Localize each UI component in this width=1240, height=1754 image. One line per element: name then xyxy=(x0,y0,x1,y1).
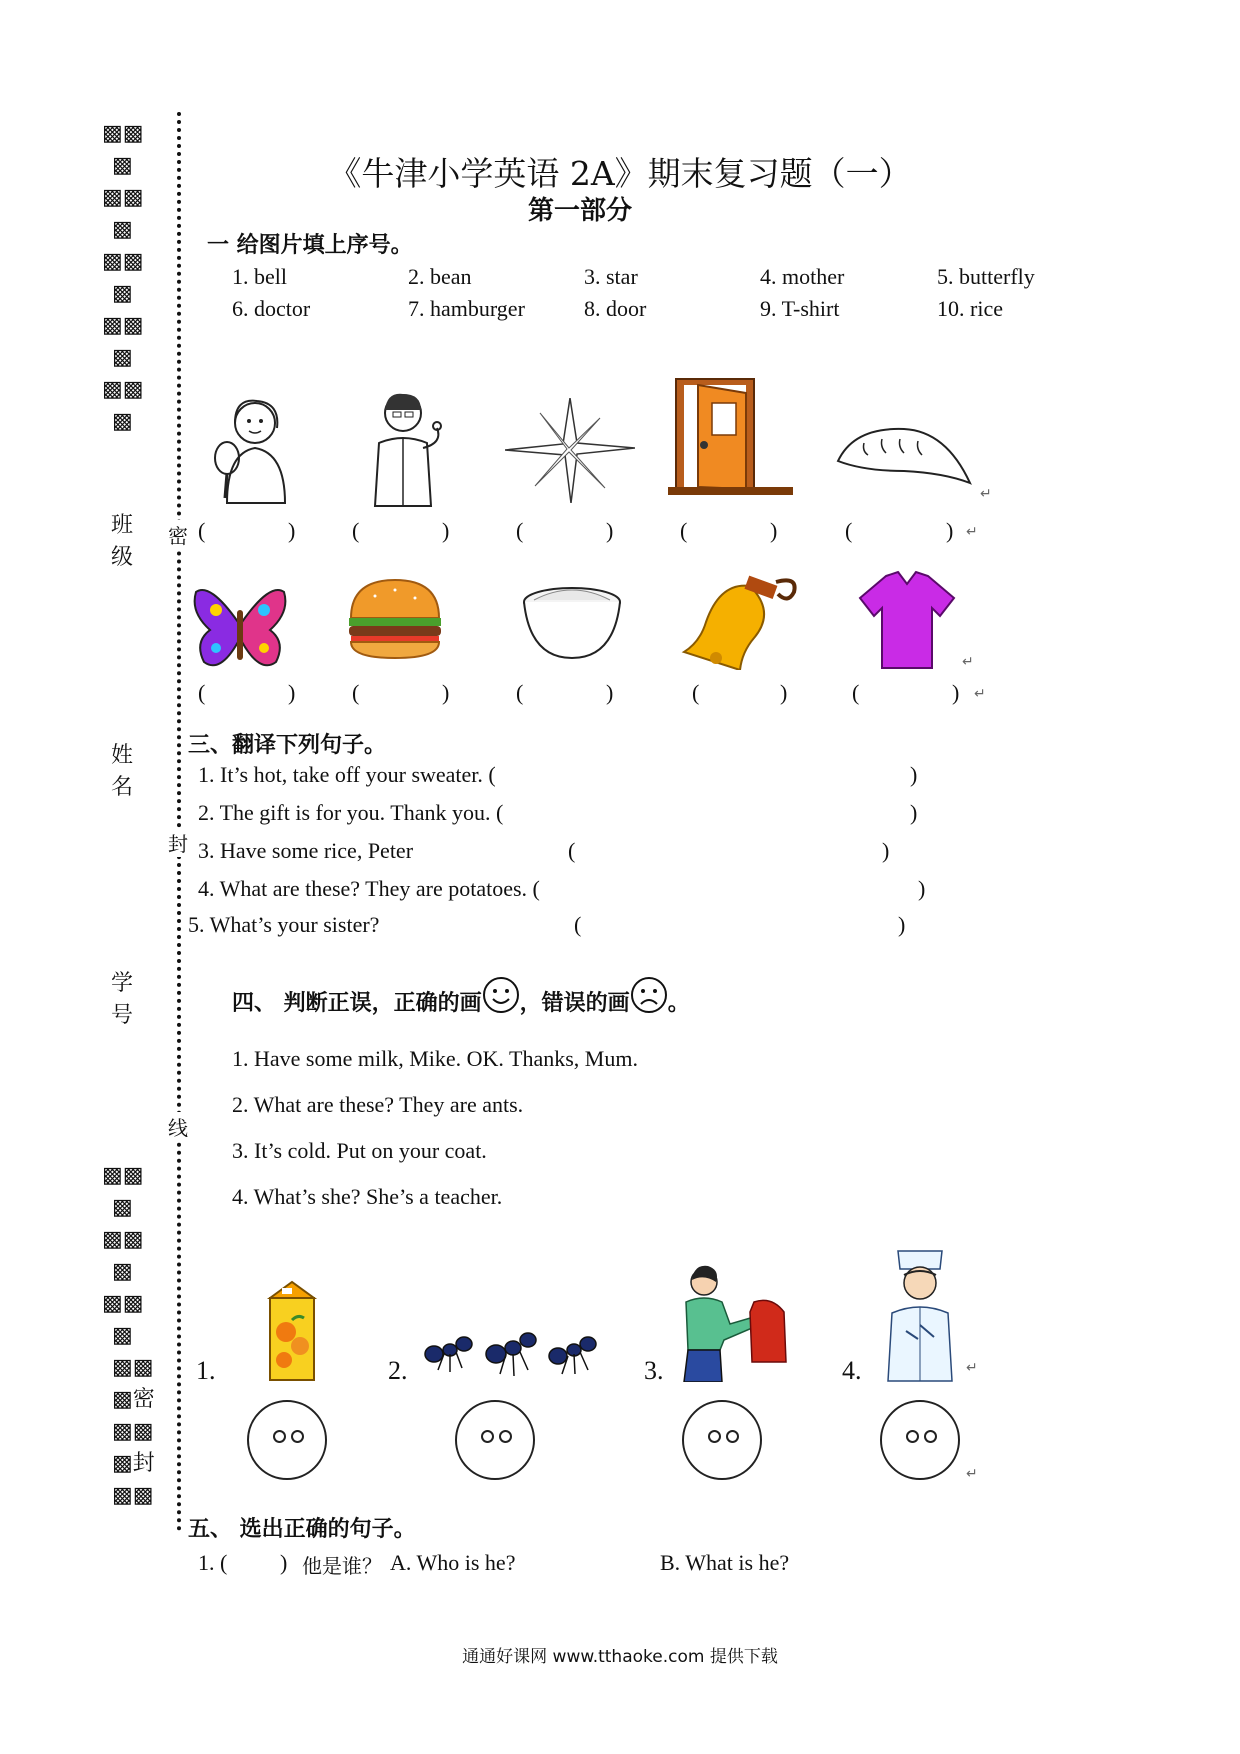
translate-sentence: 5. What’s your sister? xyxy=(188,912,380,937)
class-label-char: 班 xyxy=(110,513,133,538)
woman-coat-icon xyxy=(674,1262,790,1382)
answer-face[interactable] xyxy=(455,1400,535,1480)
student-number-label xyxy=(110,968,134,1032)
return-mark: ↵ xyxy=(980,486,992,502)
return-mark: ↵ xyxy=(962,654,974,670)
face-eye xyxy=(906,1430,919,1443)
section1-heading: 一 给图片填上序号。 xyxy=(207,233,413,258)
return-mark: ↵ xyxy=(966,1360,978,1376)
answer-paren-close: ) xyxy=(882,838,890,863)
name-label-char: 名 xyxy=(110,775,133,800)
garbled-row: ▩ xyxy=(112,345,133,370)
answer-face[interactable] xyxy=(880,1400,960,1480)
garbled-row: ▩▩ xyxy=(102,313,144,338)
answer-paren-open[interactable]: ( xyxy=(574,912,582,937)
answer-paren-open[interactable]: ( xyxy=(568,838,576,863)
garbled-row: ▩ xyxy=(112,409,133,434)
word-item: 4. mother xyxy=(760,264,845,289)
choice-option-b[interactable]: B. What is he? xyxy=(660,1550,790,1575)
section4-heading-text: 四、 判断正误，正确的画 xyxy=(232,991,482,1016)
section4-heading-text: 。 xyxy=(667,991,690,1016)
footer-source: 通通好课网 www.tthaoke.com 提供下载 xyxy=(462,1647,778,1667)
bean-icon xyxy=(834,423,974,488)
word-item: 8. door xyxy=(584,296,647,321)
bell-icon xyxy=(680,572,800,670)
face-eye xyxy=(708,1430,721,1443)
star-icon xyxy=(505,398,635,503)
sad-face-icon xyxy=(630,976,668,1014)
hamburger-icon xyxy=(345,578,445,660)
answer-paren-close: ) xyxy=(910,762,918,787)
judge-sentence: 2. What are these? They are ants. xyxy=(232,1092,524,1117)
choice-paren-close: ) xyxy=(280,1550,288,1575)
word-item: 9. T-shirt xyxy=(760,296,840,321)
answer-paren-close: ) xyxy=(770,518,778,543)
word-item: 5. butterfly xyxy=(937,264,1035,289)
butterfly-icon xyxy=(190,582,290,674)
answer-paren-close: ) xyxy=(910,800,918,825)
answer-paren-close: ) xyxy=(288,680,296,705)
return-mark: ↵ xyxy=(974,686,986,702)
smile-face-icon xyxy=(482,976,520,1014)
garbled-row: ▩ xyxy=(112,1259,133,1284)
door-icon xyxy=(668,375,793,497)
garbled-row: ▩▩ xyxy=(112,1419,154,1444)
word-item: 2. bean xyxy=(408,264,472,289)
choice-question-number[interactable]: 1. ( xyxy=(198,1550,228,1575)
answer-face[interactable] xyxy=(247,1400,327,1480)
garbled-row: ▩ xyxy=(112,153,133,178)
garbled-row: ▩ xyxy=(112,1323,133,1348)
garbled-row: ▩▩ xyxy=(112,1483,154,1508)
word-item: 10. rice xyxy=(937,296,1003,321)
section5-heading: 五、 选出正确的句子。 xyxy=(188,1517,416,1542)
garbled-margin-bottom xyxy=(102,1160,155,1512)
answer-paren-close: ) xyxy=(918,876,926,901)
section4-heading xyxy=(232,986,690,1017)
answer-paren-open[interactable]: ( xyxy=(198,680,206,705)
garbled-row: ▩封 xyxy=(112,1451,155,1476)
picture-number: 2. xyxy=(388,1356,408,1385)
answer-paren-open[interactable]: ( xyxy=(352,518,360,543)
answer-paren-open[interactable]: ( xyxy=(852,680,860,705)
answer-paren-open[interactable]: ( xyxy=(692,680,700,705)
garbled-row: ▩▩ xyxy=(102,1163,144,1188)
face-eye xyxy=(499,1430,512,1443)
garbled-row: ▩▩ xyxy=(102,121,144,146)
seal-char-xian: 线 xyxy=(168,1112,188,1141)
garbled-row: ▩▩ xyxy=(102,377,144,402)
translate-sentence: 4. What are these? They are potatoes. ( xyxy=(198,876,540,901)
class-label xyxy=(110,510,134,574)
ants-icon xyxy=(420,1324,602,1382)
garbled-row: ▩ xyxy=(112,281,133,306)
answer-paren-open[interactable]: ( xyxy=(516,680,524,705)
word-item: 7. hamburger xyxy=(408,296,525,321)
garbled-row: ▩▩ xyxy=(102,1291,144,1316)
tshirt-icon xyxy=(858,568,956,670)
answer-paren-close: ) xyxy=(288,518,296,543)
translate-sentence: 3. Have some rice, Peter xyxy=(198,838,414,863)
translate-sentence: 2. The gift is for you. Thank you. ( xyxy=(198,800,504,825)
garbled-row: ▩▩ xyxy=(102,249,144,274)
name-label xyxy=(110,740,134,804)
judge-sentence: 3. It’s cold. Put on your coat. xyxy=(232,1138,487,1163)
mother-icon xyxy=(205,393,305,508)
name-label-char: 姓 xyxy=(110,743,133,768)
answer-paren-open[interactable]: ( xyxy=(680,518,688,543)
picture-number: 3. xyxy=(644,1356,664,1385)
seal-char-feng: 封 xyxy=(168,828,188,857)
student-number-char: 学 xyxy=(110,971,133,996)
answer-face[interactable] xyxy=(682,1400,762,1480)
translate-sentence: 1. It’s hot, take off your sweater. ( xyxy=(198,762,496,787)
garbled-row: ▩▩ xyxy=(112,1355,154,1380)
answer-paren-close: ) xyxy=(442,518,450,543)
garbled-row: ▩ xyxy=(112,1195,133,1220)
picture-number: 4. xyxy=(842,1356,862,1385)
choice-question-chinese: 他是谁？ xyxy=(302,1554,382,1578)
answer-paren-close: ) xyxy=(898,912,906,937)
judge-sentence: 4. What’s she? She’s a teacher. xyxy=(232,1184,503,1209)
doctor-icon xyxy=(365,388,445,508)
section4-heading-text: ，错误的画 xyxy=(519,991,630,1016)
answer-paren-close: ) xyxy=(952,680,960,705)
garbled-row: ▩ xyxy=(112,217,133,242)
answer-paren-open[interactable]: ( xyxy=(198,518,206,543)
picture-number: 1. xyxy=(196,1356,216,1385)
garbled-row: ▩密 xyxy=(112,1387,155,1412)
face-eye xyxy=(481,1430,494,1443)
answer-paren-close: ) xyxy=(606,518,614,543)
nurse-icon xyxy=(880,1245,960,1383)
answer-paren-open[interactable]: ( xyxy=(516,518,524,543)
face-eye xyxy=(924,1430,937,1443)
class-label-char: 级 xyxy=(110,545,133,570)
page-title: 《牛津小学英语 2A》期末复习题（一） xyxy=(328,154,912,193)
return-mark: ↵ xyxy=(966,1466,978,1482)
judge-sentence: 1. Have some milk, Mike. OK. Thanks, Mum. xyxy=(232,1046,638,1071)
face-eye xyxy=(273,1430,286,1443)
answer-paren-open[interactable]: ( xyxy=(352,680,360,705)
answer-paren-close: ) xyxy=(780,680,788,705)
binding-dotted-line xyxy=(177,112,181,1532)
garbled-row: ▩▩ xyxy=(102,1227,144,1252)
face-eye xyxy=(291,1430,304,1443)
return-mark: ↵ xyxy=(966,524,978,540)
choice-option-a[interactable]: A. Who is he? xyxy=(390,1550,516,1575)
answer-paren-close: ) xyxy=(442,680,450,705)
student-number-char: 号 xyxy=(110,1003,133,1028)
word-item: 6. doctor xyxy=(232,296,311,321)
rice-icon xyxy=(520,580,624,660)
face-eye xyxy=(726,1430,739,1443)
seal-char-mi: 密 xyxy=(168,520,188,549)
juice-carton-icon xyxy=(262,1280,322,1382)
page-subtitle: 第一部分 xyxy=(527,196,632,226)
answer-paren-open[interactable]: ( xyxy=(845,518,853,543)
word-item: 3. star xyxy=(584,264,638,289)
answer-paren-close: ) xyxy=(606,680,614,705)
answer-paren-close: ) xyxy=(946,518,954,543)
section3-heading: 三、翻译下列句子。 xyxy=(188,733,387,758)
word-item: 1. bell xyxy=(232,264,287,289)
garbled-row: ▩▩ xyxy=(102,185,144,210)
